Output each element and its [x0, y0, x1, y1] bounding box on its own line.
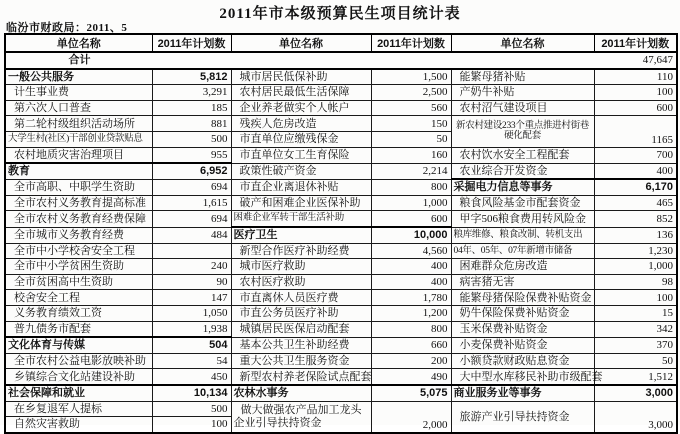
total-row	[5, 52, 677, 69]
unit-name-cell: 校舍安全工程	[5, 290, 152, 306]
plan-value-cell: 1,200	[371, 306, 451, 322]
plan-value-cell: 560	[371, 100, 451, 116]
unit-name-cell: 做大做强农产品加工龙头企业引导扶持资金	[231, 401, 371, 433]
unit-name-cell: 城镇居民医保启动配套	[231, 321, 371, 337]
header-plan-value-3: 2011年计划数	[594, 34, 677, 52]
plan-value-cell: 3,000	[594, 385, 677, 401]
plan-value-cell: 5,812	[152, 69, 231, 85]
unit-name-cell: 能繁母猪补贴	[451, 69, 594, 85]
total-spacer	[152, 52, 594, 69]
plan-value-cell: 98	[594, 274, 677, 290]
table-row	[5, 85, 677, 101]
plan-value-cell: 100	[594, 85, 677, 101]
unit-name-cell: 产奶牛补贴	[451, 85, 594, 101]
plan-value-cell: 3,291	[152, 85, 231, 101]
unit-name-cell: 农村居民最低生活保障	[231, 85, 371, 101]
unit-name-cell: 困难群众危房改造	[451, 259, 594, 275]
plan-value-cell: 6,952	[152, 163, 231, 179]
plan-value-cell: 100	[594, 290, 677, 306]
plan-value-cell: 370	[594, 337, 677, 353]
plan-value-cell: 1,000	[371, 195, 451, 211]
table-row	[5, 147, 677, 163]
total-value: 47,647	[594, 52, 677, 69]
plan-value-cell: 660	[371, 337, 451, 353]
page-title: 2011年市本级预算民生项目统计表	[219, 6, 461, 22]
unit-name-cell: 新农村建设233个重点推进村街巷硬化配套	[451, 116, 594, 147]
plan-value-cell: 100	[152, 417, 231, 433]
unit-name-cell: 医疗卫生	[231, 227, 371, 243]
plan-value-cell: 600	[594, 100, 677, 116]
unit-name-cell: 全市高职、中职学生资助	[5, 179, 152, 195]
unit-name-cell: 全市贫困高中生资助	[5, 274, 152, 290]
plan-value-cell: 881	[152, 116, 231, 132]
table-row	[5, 195, 677, 211]
unit-name-cell: 新型农村养老保险试点配套	[231, 369, 371, 385]
plan-value-cell: 2,000	[371, 401, 451, 433]
unit-name-cell: 大中型水库移民补助市级配套	[451, 369, 594, 385]
table-row	[5, 369, 677, 385]
table-row	[5, 69, 677, 85]
plan-value-cell	[152, 243, 231, 259]
unit-name-cell: 农村沼气建设项目	[451, 100, 594, 116]
unit-name-cell: 第二轮村级组织活动场所	[5, 116, 152, 132]
plan-value-cell: 1,500	[371, 69, 451, 85]
plan-value-cell: 240	[152, 259, 231, 275]
plan-value-cell: 694	[152, 211, 231, 227]
table-row	[5, 274, 677, 290]
table-row	[5, 401, 677, 417]
unit-name-cell: 新型合作医疗补助经费	[231, 243, 371, 259]
unit-name-cell: 全市农村义务教育提高标准	[5, 195, 152, 211]
header-row	[5, 34, 677, 52]
plan-value-cell: 15	[594, 306, 677, 322]
plan-value-cell: 484	[152, 227, 231, 243]
plan-value-cell: 50	[594, 353, 677, 369]
plan-value-cell: 465	[594, 195, 677, 211]
unit-name-cell: 农村饮水安全工程配套	[451, 147, 594, 163]
unit-name-cell: 采掘电力信息等事务	[451, 179, 594, 195]
unit-name-cell: 商业服务业等事务	[451, 385, 594, 401]
plan-value-cell: 500	[152, 131, 231, 147]
plan-value-cell: 1,512	[594, 369, 677, 385]
plan-value-cell: 342	[594, 321, 677, 337]
agency-line: 临汾市财政局：2011、5	[6, 22, 128, 34]
header-plan-value-1: 2011年计划数	[152, 34, 231, 52]
plan-value-cell: 1,938	[152, 321, 231, 337]
unit-name-cell: 农村医疗救助	[231, 274, 371, 290]
unit-name-cell: 农业综合开发资金	[451, 163, 594, 179]
unit-name-cell: 自然灾害救助	[5, 417, 152, 433]
unit-name-cell: 奶牛保险保费补贴资金	[451, 306, 594, 322]
unit-name-cell: 市直离休人员医疗费	[231, 290, 371, 306]
table-row	[5, 243, 677, 259]
unit-name-cell: 政策性破产资金	[231, 163, 371, 179]
plan-value-cell: 1,000	[594, 259, 677, 275]
unit-name-cell: 甲字506粮食费用转风险金	[451, 211, 594, 227]
plan-value-cell: 50	[371, 131, 451, 147]
unit-name-cell: 04年、05年、07年新增市储备	[451, 243, 594, 259]
unit-name-cell: 玉米保费补贴资金	[451, 321, 594, 337]
table-row	[5, 163, 677, 179]
table-header	[5, 34, 677, 52]
unit-name-cell: 重大公共卫生服务资金	[231, 353, 371, 369]
plan-value-cell: 490	[371, 369, 451, 385]
unit-name-cell: 能繁母猪保险保费补贴资金	[451, 290, 594, 306]
unit-name-cell: 全市中小学校舍安全工程	[5, 243, 152, 259]
plan-value-cell: 54	[152, 353, 231, 369]
plan-value-cell: 500	[152, 401, 231, 417]
plan-value-cell: 3,000	[594, 401, 677, 433]
plan-value-cell: 147	[152, 290, 231, 306]
plan-value-cell: 400	[371, 259, 451, 275]
unit-name-cell: 病害猪无害	[451, 274, 594, 290]
table-row	[5, 100, 677, 116]
plan-value-cell: 160	[371, 147, 451, 163]
unit-name-cell: 城市居民低保补助	[231, 69, 371, 85]
unit-name-cell: 基本公共卫生补助经费	[231, 337, 371, 353]
plan-value-cell: 400	[594, 163, 677, 179]
plan-value-cell: 1,780	[371, 290, 451, 306]
unit-name-cell: 教育	[5, 163, 152, 179]
table-row	[5, 259, 677, 275]
plan-value-cell: 150	[371, 116, 451, 132]
unit-name-cell: 小额贷款财政贴息资金	[451, 353, 594, 369]
budget-table	[4, 33, 678, 434]
plan-value-cell: 90	[152, 274, 231, 290]
unit-name-cell: 市直企业离退休补贴	[231, 179, 371, 195]
unit-name-cell: 粮食风险基金市配套资金	[451, 195, 594, 211]
plan-value-cell: 2,214	[371, 163, 451, 179]
unit-name-cell: 城市医疗救助	[231, 259, 371, 275]
plan-value-cell: 852	[594, 211, 677, 227]
plan-value-cell: 110	[594, 69, 677, 85]
plan-value-cell: 10,000	[371, 227, 451, 243]
plan-value-cell: 400	[371, 274, 451, 290]
unit-name-cell: 市直单位应缴残保金	[231, 131, 371, 147]
unit-name-cell: 全市城市义务教育经费	[5, 227, 152, 243]
unit-name-cell: 市直单位女工生育保险	[231, 147, 371, 163]
table-row	[5, 353, 677, 369]
table-row	[5, 290, 677, 306]
plan-value-cell: 800	[371, 179, 451, 195]
plan-value-cell: 800	[371, 321, 451, 337]
unit-name-cell: 农村地质灾害治理项目	[5, 147, 152, 163]
header-unit-name-2: 单位名称	[231, 34, 371, 52]
unit-name-cell: 市直公务员医疗补助	[231, 306, 371, 322]
plan-value-cell: 1,050	[152, 306, 231, 322]
unit-name-cell: 旅游产业引导扶持资金	[451, 401, 594, 433]
unit-name-cell: 困难企业军转干部生活补助	[231, 211, 371, 227]
unit-name-cell: 在乡复退军人提标	[5, 401, 152, 417]
table-body	[5, 52, 677, 433]
unit-name-cell: 全市农村义务教育经费保障	[5, 211, 152, 227]
unit-name-cell: 乡镇综合文化站建设补助	[5, 369, 152, 385]
unit-name-cell: 大学生村(社区)干部创业贷款贴息	[5, 131, 152, 147]
table-row	[5, 211, 677, 227]
total-label: 合计	[5, 52, 152, 69]
unit-name-cell: 全市农村公益电影放映补助	[5, 353, 152, 369]
plan-value-cell: 10,134	[152, 385, 231, 401]
unit-name-cell: 全市中小学贫困生资助	[5, 259, 152, 275]
plan-value-cell: 694	[152, 179, 231, 195]
header-unit-name-1: 单位名称	[5, 34, 152, 52]
header-unit-name-3: 单位名称	[451, 34, 594, 52]
unit-name-cell: 小麦保费补贴资金	[451, 337, 594, 353]
table-row	[5, 337, 677, 353]
unit-name-cell: 第六次人口普查	[5, 100, 152, 116]
unit-name-cell: 文化体育与传媒	[5, 337, 152, 353]
plan-value-cell: 5,075	[371, 385, 451, 401]
plan-value-cell: 6,170	[594, 179, 677, 195]
table-row	[5, 227, 677, 243]
table-row	[5, 321, 677, 337]
plan-value-cell: 4,560	[371, 243, 451, 259]
table-row	[5, 306, 677, 322]
plan-value-cell: 955	[152, 147, 231, 163]
plan-value-cell: 185	[152, 100, 231, 116]
unit-name-cell: 农林水事务	[231, 385, 371, 401]
table-row	[5, 116, 677, 132]
plan-value-cell: 1165	[594, 116, 677, 147]
plan-value-cell: 700	[594, 147, 677, 163]
plan-value-cell: 2,500	[371, 85, 451, 101]
plan-value-cell: 136	[594, 227, 677, 243]
plan-value-cell: 450	[152, 369, 231, 385]
unit-name-cell: 一般公共服务	[5, 69, 152, 85]
unit-name-cell: 破产和困难企业医保补助	[231, 195, 371, 211]
plan-value-cell: 600	[371, 211, 451, 227]
unit-name-cell: 社会保障和就业	[5, 385, 152, 401]
header-plan-value-2: 2011年计划数	[371, 34, 451, 52]
table-row	[5, 385, 677, 401]
unit-name-cell: 义务教育绩效工资	[5, 306, 152, 322]
plan-value-cell: 1,230	[594, 243, 677, 259]
plan-value-cell: 200	[371, 353, 451, 369]
unit-name-cell: 残疾人危房改造	[231, 116, 371, 132]
plan-value-cell: 504	[152, 337, 231, 353]
plan-value-cell: 1,615	[152, 195, 231, 211]
unit-name-cell: 普九债务市配套	[5, 321, 152, 337]
unit-name-cell: 粮库维修、粮食改制、转机支出	[451, 227, 594, 243]
unit-name-cell: 计生事业费	[5, 85, 152, 101]
table-row	[5, 179, 677, 195]
unit-name-cell: 企业养老做实个人帐户	[231, 100, 371, 116]
